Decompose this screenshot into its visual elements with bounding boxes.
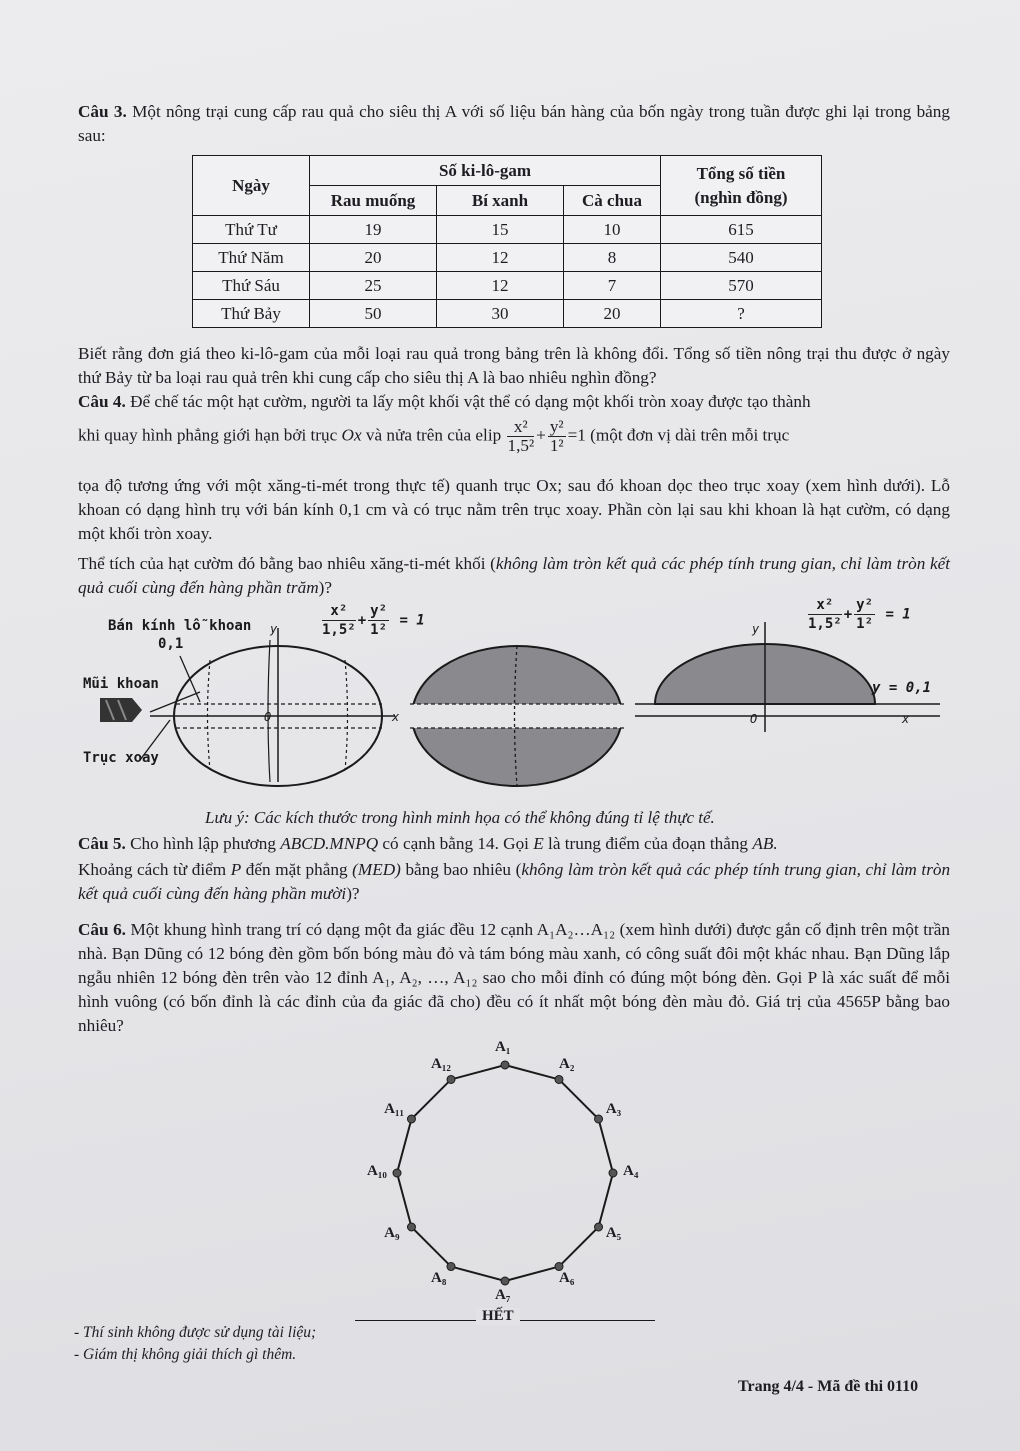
label-radius: Bán kính lỗ khoan bbox=[108, 618, 252, 634]
equation-left: $\frac{\text{x²}}{\text{1,5²}}$ + $\frac{\text{y²}}{\text{1²}}$ = 1 bbox=[322, 603, 425, 638]
table-row bbox=[193, 244, 822, 272]
header-total-line2: (nghìn đồng) bbox=[694, 187, 788, 207]
question-6-body: Một khung hình trang trí có dạng một đa giác đều 12 cạnh A₁A₂…A₁₂ (xem hình dưới) được gắn cố định trên một trần nhà. Bạn Dũng có 12 bóng đèn gồm bốn bóng màu đỏ và tám bóng màu xanh, có công suất đôi một khác nhau. Bạn Dũng lắp ngẫu nhiên 12 bóng đèn trên vào 12 đỉnh A₁, A₂, …, A₁₂ sao cho mỗi đỉnh có đúng một bóng đèn. Gọi P là xác suất để mỗi hình vuông (có bốn đỉnh là các đỉnh của đa giác đã cho) đều có ít nhất một bóng đèn màu đỏ. Giá trị của 4565P bằng bao nhiêu? bbox=[78, 920, 950, 1035]
q5-text: đến mặt phẳng bbox=[245, 860, 348, 879]
question-4-line2: khi quay hình phẳng giới hạn bởi trục Ox và nửa trên của elip $\frac{\text{x²}}{\text{1,5²}}$ + $\frac{\text{y²}}{\text{1²}}$ =1 (một đơn vị dài trên mỗi trục bbox=[78, 417, 790, 455]
question-5-line2 bbox=[78, 858, 950, 906]
cell-total: 570 bbox=[661, 272, 822, 300]
q5-text: bằng bao nhiêu ( bbox=[405, 860, 522, 879]
ellipse-fraction-y bbox=[548, 418, 566, 455]
cell-value: 25 bbox=[310, 272, 437, 300]
table-row bbox=[193, 300, 822, 328]
vertex-label: A₁ bbox=[495, 1039, 511, 1055]
footer-note-1: - Thí sinh không được sử dụng tài liệu; bbox=[74, 1324, 317, 1341]
segment-ab: AB. bbox=[752, 834, 778, 853]
fraction-numerator: x² bbox=[507, 418, 534, 437]
vertex-point bbox=[555, 1263, 563, 1271]
fraction-denominator: 1² bbox=[549, 436, 564, 455]
header-rau-muong: Rau muống bbox=[310, 186, 437, 216]
label-x-axis-right: x bbox=[902, 712, 910, 726]
axis-ox: Ox bbox=[341, 425, 362, 445]
q5-text: là trung điểm của đoạn thẳng bbox=[548, 834, 749, 853]
vertex-label: A₁₀ bbox=[367, 1163, 387, 1179]
q5-text: Cho hình lập phương bbox=[130, 834, 276, 853]
question-3-label: Câu 3. bbox=[78, 102, 127, 121]
equation-right: $\frac{\text{x²}}{\text{1,5²}}$ + $\frac{\text{y²}}{\text{1²}}$ = 1 bbox=[808, 597, 911, 632]
question-3-after: Biết rằng đơn giá theo ki-lô-gam của mỗi loại rau quả trong bảng trên là không đổi. Tổng số tiền nông trại thu được ở ngày thứ Bảy từ ba loại rau quả trên khi cung cấp cho siêu thị A là bao nhiêu nghìn đồng? bbox=[78, 344, 950, 387]
question-5-line1 bbox=[78, 832, 950, 856]
section-line bbox=[345, 660, 348, 770]
vertex-label: A₂ bbox=[559, 1055, 575, 1072]
cell-value: 19 bbox=[310, 216, 437, 244]
dodecagon-outline bbox=[397, 1065, 613, 1281]
vertex-point bbox=[447, 1075, 455, 1083]
vertex-point bbox=[407, 1223, 415, 1231]
q5-text: )? bbox=[346, 884, 360, 903]
vertex-label: A₈ bbox=[431, 1270, 447, 1287]
cell-value: 50 bbox=[310, 300, 437, 328]
vertex-label: A₁₂ bbox=[431, 1055, 451, 1072]
question-4-line3: tọa độ tương ứng với một xăng-ti-mét trong thực tế) quanh trục Ox; sau đó khoan dọc theo trục xoay (xem hình dưới). Lỗ khoan có dạng hình trụ với bán kính 0,1 cm và có trục nằm trên trục xoay. Phần còn lại sau khi khoan là hạt cườm, có dạng một khối tròn xoay. bbox=[78, 476, 950, 543]
dodecagon-figure bbox=[350, 1040, 670, 1310]
q5-text: Khoảng cách từ điểm bbox=[78, 860, 227, 879]
label-rotation-axis: Trục xoay bbox=[83, 750, 159, 766]
q4-text: khi quay hình phẳng giới hạn bởi trục bbox=[78, 425, 338, 445]
question-4-line4 bbox=[78, 552, 950, 600]
header-day: Ngày bbox=[193, 156, 310, 216]
cell-value: 8 bbox=[564, 244, 661, 272]
cell-value: 7 bbox=[564, 272, 661, 300]
label-line-y: y = 0,1 bbox=[872, 680, 932, 696]
label-origin-left: O bbox=[264, 710, 272, 724]
label-drill-bit: Mũi khoan bbox=[83, 676, 159, 692]
cell-value: 30 bbox=[437, 300, 564, 328]
cell-value: 20 bbox=[310, 244, 437, 272]
cell-value: 10 bbox=[564, 216, 661, 244]
vertex-point bbox=[595, 1115, 603, 1123]
drill-hole bbox=[410, 704, 624, 728]
q4-text: và nửa trên của elip bbox=[365, 425, 502, 445]
header-kg: Số ki-lô-gam bbox=[310, 156, 661, 186]
header-bi-xanh: Bí xanh bbox=[437, 186, 564, 216]
vertex-label: A₉ bbox=[384, 1225, 400, 1241]
q4-text: (một đơn vị dài trên mỗi trục bbox=[590, 425, 790, 445]
cell-value: 12 bbox=[437, 244, 564, 272]
header-total-line1: Tổng số tiền bbox=[696, 163, 786, 183]
fraction-denominator: 1,5² bbox=[808, 616, 842, 632]
vertex-label: A₁₁ bbox=[384, 1101, 404, 1117]
q5-italic: không làm tròn kết quả các phép tính trung gian, chỉ làm tròn kết quả cuối cùng đến hàng phần mười bbox=[78, 860, 951, 903]
question-4-line1 bbox=[78, 390, 950, 414]
point-p: P bbox=[230, 860, 242, 879]
fraction-numerator: y² bbox=[856, 597, 874, 613]
label-x-axis-left: x bbox=[392, 710, 400, 724]
eq-frac-y bbox=[368, 602, 389, 639]
cell-day: Thứ Sáu bbox=[193, 272, 310, 300]
ellipse-fraction-x bbox=[507, 418, 534, 455]
vertex-point bbox=[447, 1263, 455, 1271]
fraction-denominator: 1,5² bbox=[507, 436, 535, 455]
question-4-line1-text: Để chế tác một hạt cườm, người ta lấy một khối vật thể có dạng một khối tròn xoay được tạo thành bbox=[130, 392, 811, 411]
header-total bbox=[661, 156, 822, 216]
vertex-label: A₇ bbox=[495, 1287, 511, 1303]
eq-frac-x bbox=[808, 596, 842, 633]
section-line bbox=[208, 660, 211, 770]
question-6-label: Câu 6. bbox=[78, 920, 126, 939]
cell-day: Thứ Năm bbox=[193, 244, 310, 272]
equation-rhs: =1 bbox=[567, 425, 586, 445]
cube-name: ABCD.MNPQ bbox=[280, 834, 379, 853]
equation-rhs: = 1 bbox=[399, 612, 425, 629]
fraction-numerator: y² bbox=[370, 603, 388, 619]
fraction-denominator: 1² bbox=[370, 622, 388, 638]
question-3-text bbox=[78, 100, 950, 148]
q4-italic: không làm tròn kết quả các phép tính trung gian, chỉ làm tròn kết quả cuối cùng đến hàng phần trăm bbox=[78, 554, 950, 597]
fraction-numerator: y² bbox=[549, 417, 564, 436]
question-6-text bbox=[78, 918, 950, 1038]
question-3-body: Một nông trại cung cấp rau quả cho siêu thị A với số liệu bán hàng của bốn ngày trong tuần được ghi lại trong bảng sau: bbox=[78, 102, 950, 145]
fraction-numerator: x² bbox=[808, 596, 842, 615]
table-row bbox=[193, 272, 822, 300]
plane-med: (MED) bbox=[352, 860, 401, 879]
vertex-label: A₅ bbox=[605, 1225, 622, 1241]
pointer-line bbox=[180, 656, 200, 702]
fraction-denominator: 1,5² bbox=[322, 622, 356, 638]
cell-value: 20 bbox=[564, 300, 661, 328]
vertex-label: A₃ bbox=[605, 1101, 622, 1117]
q4-text: Thể tích của hạt cườm đó bằng bao nhiêu xăng-ti-mét khối ( bbox=[78, 554, 496, 573]
footer-note-2: - Giám thị không giải thích gì thêm. bbox=[74, 1346, 297, 1363]
label-origin-right: O bbox=[750, 712, 758, 726]
q5-text: có cạnh bằng 14. Gọi bbox=[382, 834, 529, 853]
table-row bbox=[193, 216, 822, 244]
vertex-point bbox=[555, 1075, 563, 1083]
label-radius-value: 0,1 bbox=[158, 636, 184, 652]
vertex-point bbox=[501, 1061, 509, 1069]
vertex-label: A₄ bbox=[623, 1163, 639, 1179]
vertex-point bbox=[595, 1223, 603, 1231]
cell-day: Thứ Tư bbox=[193, 216, 310, 244]
cell-total: ? bbox=[661, 300, 822, 328]
eq-frac-x bbox=[322, 602, 356, 639]
sales-table bbox=[192, 155, 822, 328]
label-y-axis-left: y bbox=[270, 622, 278, 636]
equation-rhs: = 1 bbox=[885, 606, 911, 623]
figure-note: Lưu ý: Các kích thước trong hình minh họa có thể không đúng tỉ lệ thực tế. bbox=[205, 808, 715, 827]
point-e: E bbox=[533, 834, 544, 853]
end-marker: HẾT bbox=[476, 1308, 520, 1325]
cell-total: 540 bbox=[661, 244, 822, 272]
page-info: Trang 4/4 - Mã đề thi 0110 bbox=[738, 1378, 919, 1395]
header-ca-chua: Cà chua bbox=[564, 186, 661, 216]
cell-value: 15 bbox=[437, 216, 564, 244]
vertex-label: A₆ bbox=[559, 1270, 575, 1287]
vertex-point bbox=[609, 1169, 617, 1177]
vertex-point bbox=[501, 1277, 509, 1285]
question-4-label: Câu 4. bbox=[78, 392, 126, 411]
eq-frac-y bbox=[854, 596, 875, 633]
q4-text: )? bbox=[318, 578, 332, 597]
fraction-numerator: x² bbox=[322, 602, 356, 621]
cell-value: 12 bbox=[437, 272, 564, 300]
vertex-point bbox=[393, 1169, 401, 1177]
vertex-point bbox=[407, 1115, 415, 1123]
fraction-denominator: 1² bbox=[856, 616, 874, 632]
cell-day: Thứ Bảy bbox=[193, 300, 310, 328]
question-5-label: Câu 5. bbox=[78, 834, 126, 853]
label-y-axis-right: y bbox=[752, 622, 760, 636]
cell-total: 615 bbox=[661, 216, 822, 244]
